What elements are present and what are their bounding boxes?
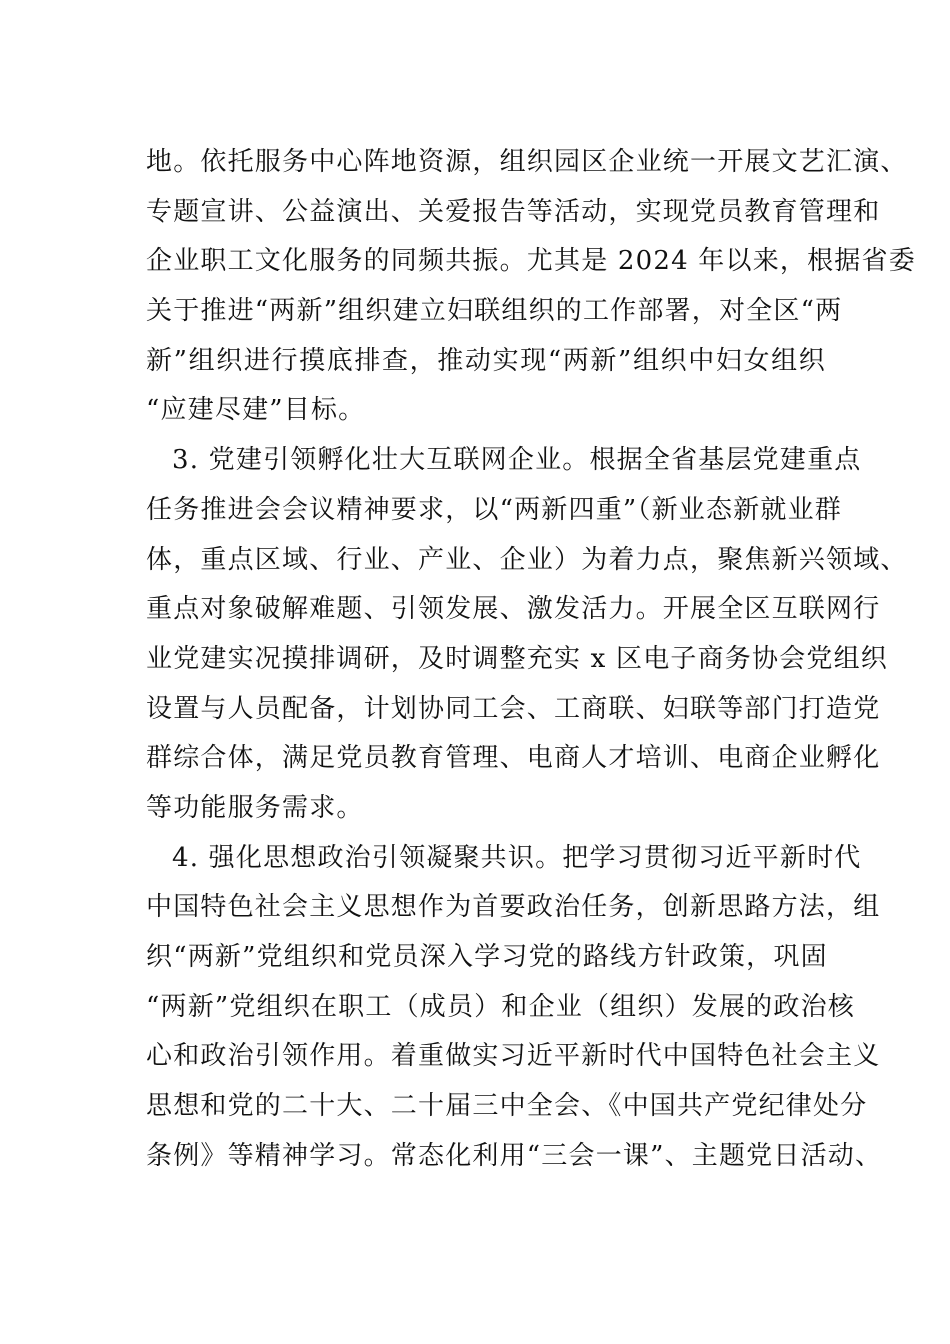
- text-line: 业党建实况摸排调研，及时调整充实 x 区电子商务协会党组织: [146, 643, 888, 674]
- text-line: 地。依托服务中心阵地资源，组织园区企业统一开展文艺汇演、: [146, 147, 908, 177]
- text-line: 关于推进“两新”组织建立妇联组织的工作部署，对全区“两: [146, 296, 843, 327]
- text-line: 织“两新”党组织和党员深入学习党的路线方针政策，巩固: [146, 942, 828, 972]
- document-body: [146, 138, 916, 1181]
- paragraph-4: [146, 834, 883, 1182]
- text-line: 中国特色社会主义思想作为首要政治任务，创新思路方法，组: [146, 892, 881, 923]
- text-line: 重点对象破解难题、引领发展、激发活力。开展全区互联网行: [146, 594, 881, 625]
- text-line: 设置与人员配备，计划协同工会、工商联、妇联等部门打造党: [146, 693, 881, 724]
- text-line: 条例》等精神学习。常态化利用“三会一课”、主题党日活动、: [146, 1140, 883, 1171]
- text-line: 思想和党的二十大、二十届三中全会、《中国共产党纪律处分: [146, 1091, 868, 1122]
- text-line: 3. 党建引领孵化壮大互联网企业。根据全省基层党建重点: [172, 445, 862, 476]
- text-line: 群综合体，满足党员教育管理、电商人才培训、电商企业孵化: [146, 743, 881, 774]
- paragraph-3: [146, 436, 908, 834]
- text-line: 任务推进会会议精神要求，以“两新四重”（新业态新就业群: [146, 494, 842, 525]
- text-line: 体，重点区域、行业、产业、企业）为着力点，聚焦新兴领域、: [146, 544, 908, 575]
- paragraph-continued: [146, 138, 916, 436]
- text-line: “两新”党组织在职工（成员）和企业（组织）发展的政治核: [146, 991, 855, 1022]
- text-line: 企业职工文化服务的同频共振。尤其是 2024 年以来，根据省委: [146, 246, 916, 277]
- text-line: 新”组织进行摸底排查，推动实现“两新”组织中妇女组织: [146, 345, 826, 376]
- text-line: 心和政治引领作用。着重做实习近平新时代中国特色社会主义: [146, 1041, 881, 1072]
- text-line: 4. 强化思想政治引领凝聚共识。把学习贯彻习近平新时代: [172, 842, 862, 873]
- text-line: 等功能服务需求。: [146, 792, 364, 823]
- text-line: “应建尽建”目标。: [146, 395, 366, 426]
- text-line: 专题宣讲、公益演出、关爱报告等活动，实现党员教育管理和: [146, 196, 881, 227]
